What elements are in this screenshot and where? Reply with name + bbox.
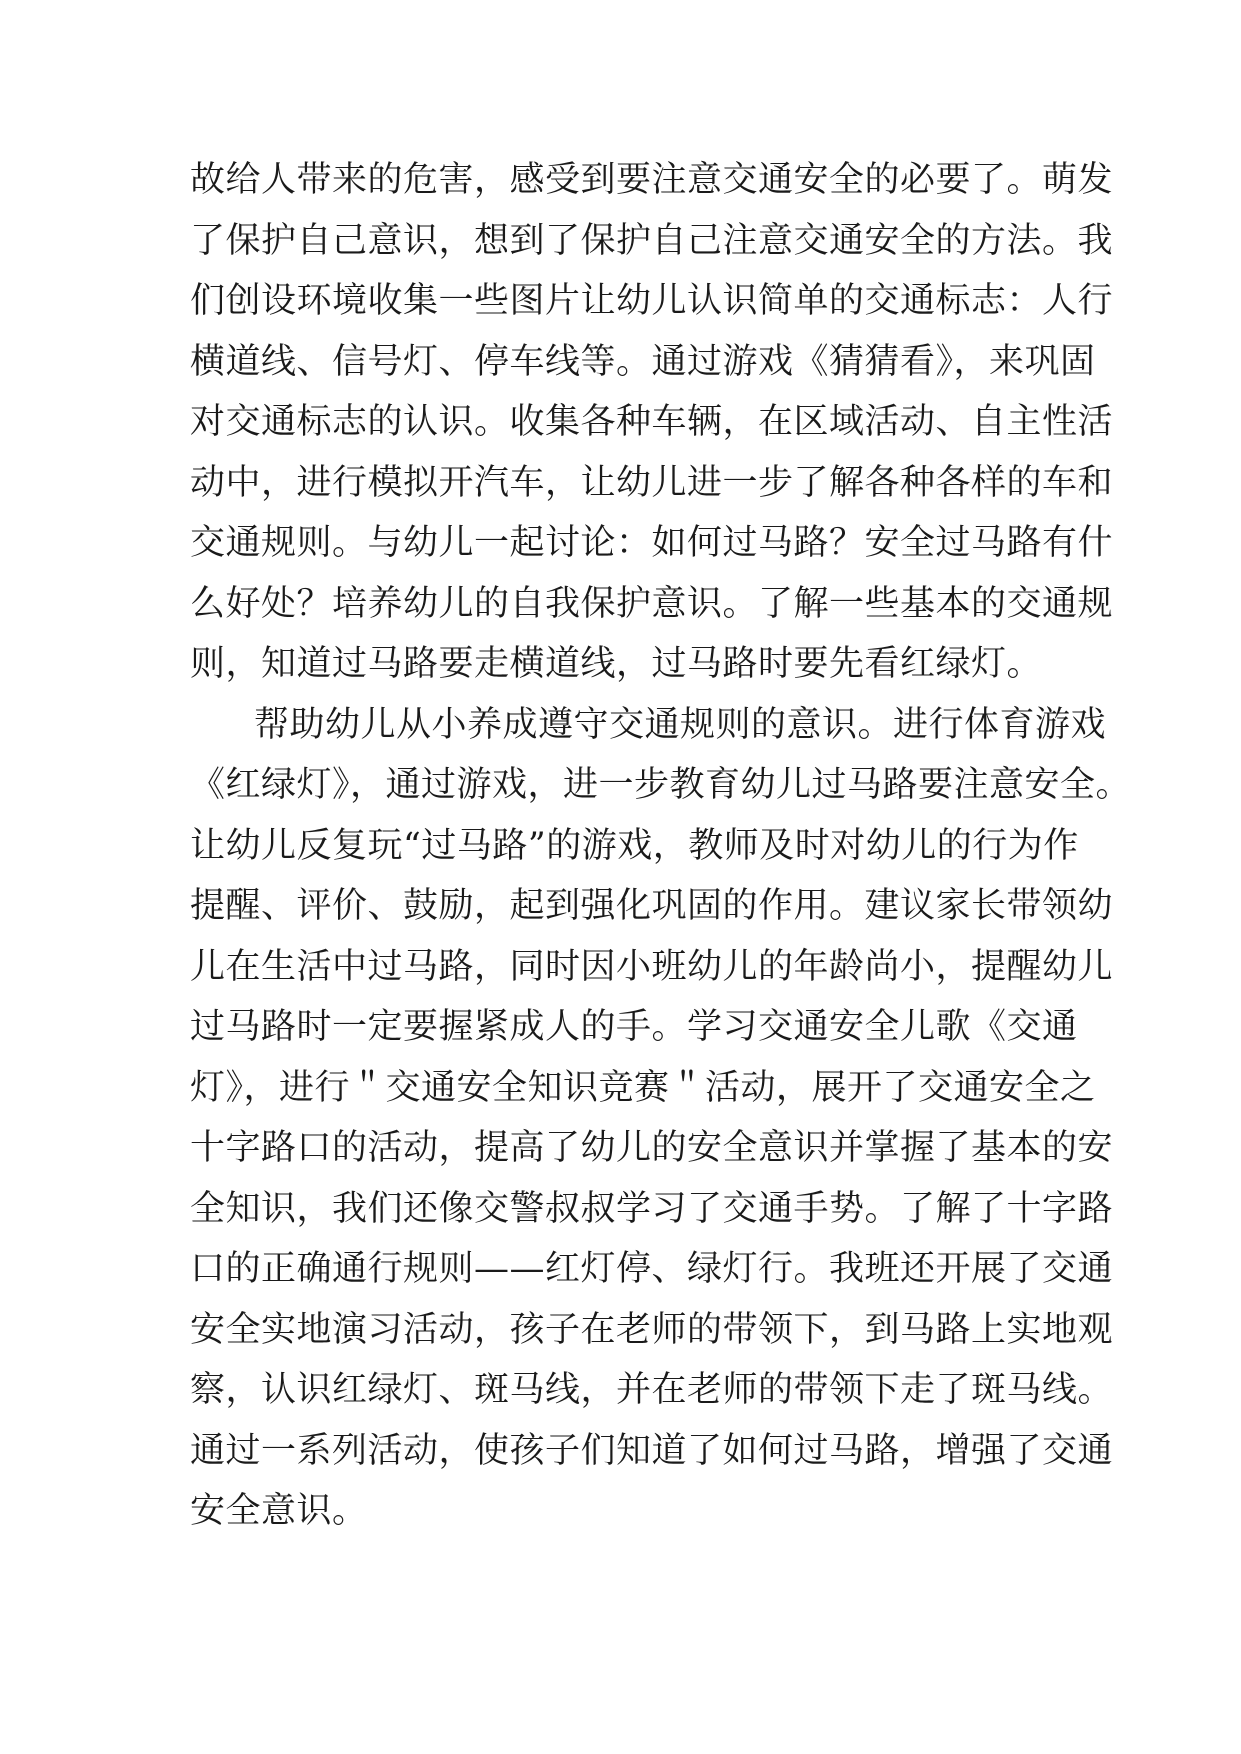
text-line: 故给人带来的危害，感受到要注意交通安全的必要了。萌发	[190, 160, 1114, 200]
text-line: 动中，进行模拟开汽车，让幼儿进一步了解各种各样的车和	[190, 462, 1114, 503]
text-line: 察，认识红绿灯、斑马线，并在老师的带领下走了斑马线。	[190, 1370, 1114, 1410]
text-line: 横道线、信号灯、停车线等。通过游戏《猜猜看》，来巩固	[190, 341, 1096, 382]
text-line: 灯》，进行＂交通安全知识竞赛＂活动，展开了交通安全之	[190, 1067, 1096, 1108]
text-line: 交通规则。与幼儿一起讨论：如何过马路？安全过马路有什	[190, 523, 1114, 563]
body-text	[190, 150, 1132, 1542]
text-line: 过马路时一定要握紧成人的手。学习交通安全儿歌《交通	[190, 1007, 1078, 1047]
text-line: 了保护自己意识，想到了保护自己注意交通安全的方法。我	[190, 220, 1114, 261]
text-line: 则，知道过马路要走横道线，过马路时要先看红绿灯。	[190, 644, 1043, 684]
text-line: 让幼儿反复玩“过马路”的游戏，教师及时对幼儿的行为作	[190, 825, 1079, 866]
text-line: 儿在生活中过马路，同时因小班幼儿的年龄尚小，提醒幼儿	[190, 946, 1114, 987]
text-line: 全知识，我们还像交警叔叔学习了交通手势。了解了十字路	[190, 1188, 1114, 1229]
text-line: 通过一系列活动，使孩子们知道了如何过马路，增强了交通	[190, 1430, 1114, 1471]
text-line: 对交通标志的认识。收集各种车辆，在区域活动、自主性活	[190, 402, 1114, 442]
text-line: 提醒、评价、鼓励，起到强化巩固的作用。建议家长带领幼	[190, 886, 1114, 926]
text-line: 么好处？培养幼儿的自我保护意识。了解一些基本的交通规	[190, 583, 1114, 624]
text-line: 帮助幼儿从小养成遵守交通规则的意识。进行体育游戏	[254, 704, 1107, 745]
paragraph-1	[190, 150, 1114, 695]
text-line: 安全实地演习活动，孩子在老师的带领下，到马路上实地观	[190, 1309, 1114, 1350]
text-line: 们创设环境收集一些图片让幼儿认识简单的交通标志：人行	[190, 281, 1114, 321]
text-line: 十字路口的活动，提高了幼儿的安全意识并掌握了基本的安	[190, 1128, 1114, 1168]
text-line: 安全意识。	[190, 1491, 368, 1531]
text-line: 《红绿灯》，通过游戏，进一步教育幼儿过马路要注意安全。	[190, 765, 1132, 805]
paragraph-2	[190, 695, 1132, 1542]
text-line: 口的正确通行规则——红灯停、绿灯行。我班还开展了交通	[190, 1249, 1114, 1289]
